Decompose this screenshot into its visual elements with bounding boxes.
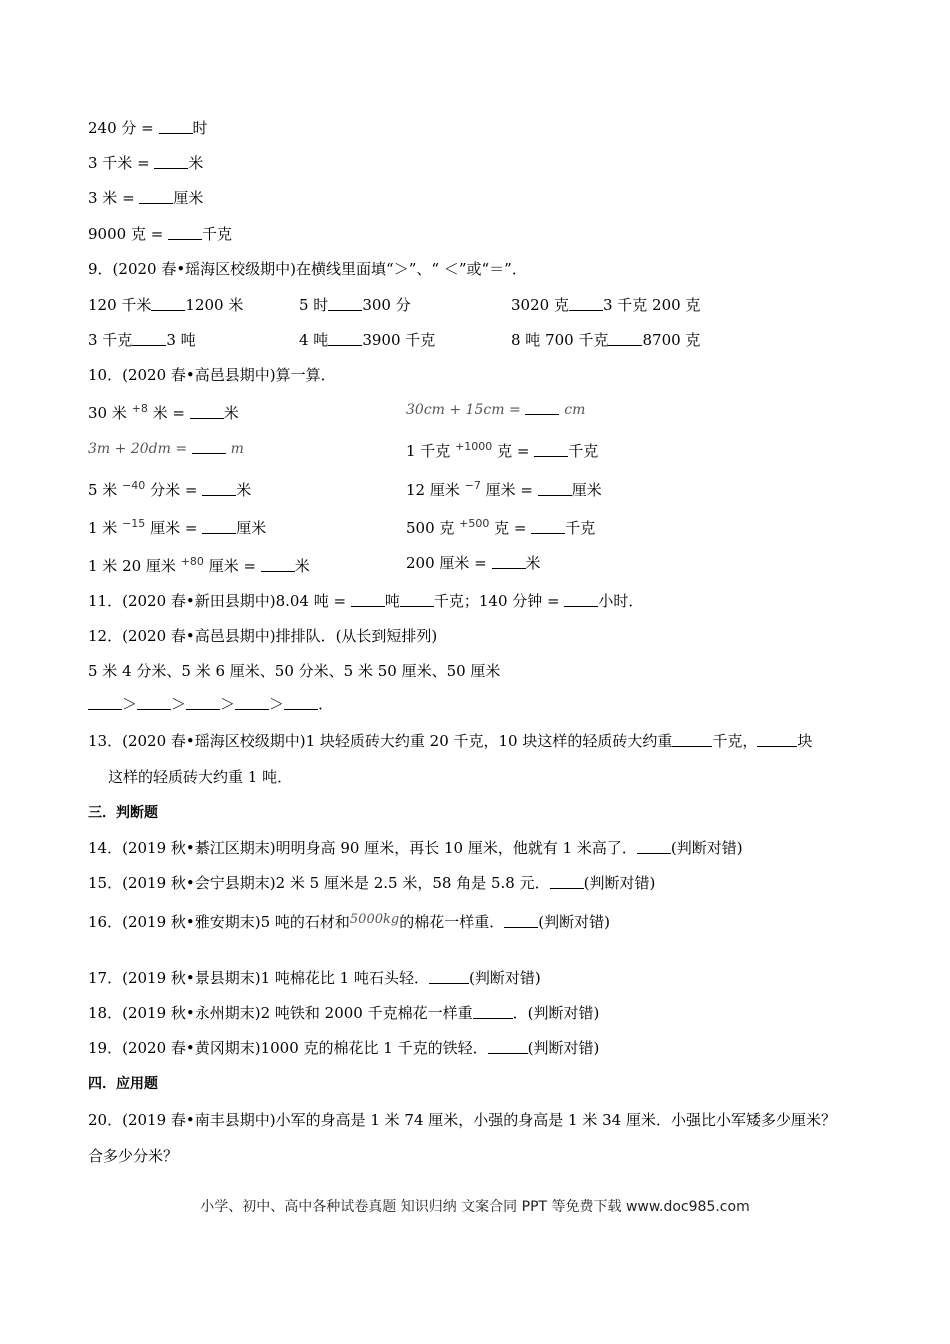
answer-blank[interactable] <box>351 592 385 607</box>
answer-blank[interactable] <box>637 839 671 854</box>
q13-line2: 这样的轻质砖大约重 1 吨． <box>108 768 293 786</box>
answer-blank[interactable] <box>564 592 598 607</box>
answer-blank[interactable] <box>261 557 295 572</box>
answer-blank[interactable] <box>132 331 166 346</box>
q9-r2c1: 3 千克 3 吨 <box>88 331 196 349</box>
answer-blank[interactable] <box>672 732 712 747</box>
q9-r1c3: 3020 克 3 千克 200 克 <box>511 296 701 314</box>
q10-r5: 200 厘米 = 米 <box>406 554 541 572</box>
q9-r2c2: 4 吨 3900 千克 <box>299 331 436 349</box>
answer-blank[interactable] <box>88 695 122 710</box>
answer-blank[interactable] <box>531 519 565 534</box>
q10-r1: 30cm + 15cm = cm <box>406 402 586 418</box>
q10-l4: 1 米 $^{-15}$ 厘米 = 厘米 <box>88 517 267 537</box>
answer-blank[interactable] <box>538 481 572 496</box>
answer-blank[interactable] <box>525 400 559 415</box>
answer-blank[interactable] <box>235 695 269 710</box>
q9-r1c1: 120 千米 1200 米 <box>88 296 244 314</box>
q10-l5: 1 米 20 厘米 $^{+80}$ 厘米 = 米 <box>88 555 310 575</box>
q12-title: 12．(2020 春•高邑县期中)排排队．(从长到短排列) <box>88 627 438 645</box>
page-footer: 小学、初中、高中各种试卷真题 知识归纳 文案合同 PPT 等免费下载 www.doc985.com <box>200 1199 750 1215</box>
conv-a: 240 分 = 时 <box>88 119 208 137</box>
q10-r3: 12 厘米 $^{-7}$ 厘米 = 厘米 <box>406 479 602 499</box>
q20-line2: 合多少分米？ <box>88 1147 179 1165</box>
q9-title: 9．(2020 春•瑶海区校级期中)在横线里面填“＞”、“ ＜”或“＝”． <box>88 260 527 278</box>
answer-blank[interactable] <box>608 331 642 346</box>
q10-l3: 5 米 $^{-40}$ 分米 = 米 <box>88 479 252 499</box>
answer-blank[interactable] <box>328 331 362 346</box>
conv-b: 3 千米 = 米 <box>88 154 204 172</box>
answer-blank[interactable] <box>473 1004 513 1019</box>
answer-blank[interactable] <box>569 296 603 311</box>
section-application-title: 四．应用题 <box>88 1076 158 1092</box>
answer-blank[interactable] <box>429 969 469 984</box>
q11: 11．(2020 春•新田县期中)8.04 吨 = 吨 千克；140 分钟 = 小时． <box>88 592 644 610</box>
q16: 16．(2019 秋•雅安期末)5 吨的石材和5000kg的棉花一样重． (判断对错) <box>88 912 610 931</box>
answer-blank[interactable] <box>757 732 797 747</box>
answer-blank[interactable] <box>504 913 538 928</box>
answer-blank[interactable] <box>492 554 526 569</box>
answer-blank[interactable] <box>186 695 220 710</box>
answer-blank[interactable] <box>159 119 193 134</box>
q20-line1: 20．(2019 春•南丰县期中)小军的身高是 1 米 74 厘米，小强的身高是 1 米 34 厘米．小强比小军矮多少厘米？ <box>88 1111 836 1129</box>
answer-blank[interactable] <box>202 519 236 534</box>
answer-blank[interactable] <box>284 695 318 710</box>
answer-blank[interactable] <box>139 189 173 204</box>
q18: 18．(2019 秋•永州期末)2 吨铁和 2000 千克棉花一样重 ．(判断对错) <box>88 1004 600 1022</box>
q19: 19．(2020 春•黄冈期末)1000 克的棉花比 1 千克的铁轻． (判断对错) <box>88 1039 600 1057</box>
answer-blank[interactable] <box>534 442 568 457</box>
q17: 17．(2019 秋•景县期末)1 吨棉花比 1 吨石头轻． (判断对错) <box>88 969 541 987</box>
q10-l1: 30 米 $^{+8}$ 米 = 米 <box>88 402 239 422</box>
conv-c: 3 米 = 厘米 <box>88 189 204 207</box>
q9-r1c2: 5 时 300 分 <box>299 296 411 314</box>
q10-r4: 500 克 $^{+500}$ 克 = 千克 <box>406 517 596 537</box>
answer-blank[interactable] <box>154 154 188 169</box>
conv-d: 9000 克 = 千克 <box>88 225 233 243</box>
q13-line1: 13．(2020 春•瑶海区校级期中)1 块轻质砖大约重 20 千克，10 块这样的轻质砖大约重 千克， 块 <box>88 732 813 750</box>
answer-blank[interactable] <box>550 874 584 889</box>
q10-r2: 1 千克 $^{+1000}$ 克 = 千克 <box>406 440 599 460</box>
q14: 14．(2019 秋•綦江区期末)明明身高 90 厘米，再长 10 厘米，他就有 1 米高了． (判断对错) <box>88 839 743 857</box>
answer-blank[interactable] <box>151 296 185 311</box>
q10-title: 10．(2020 春•高邑县期中)算一算． <box>88 366 336 384</box>
answer-blank[interactable] <box>202 481 236 496</box>
answer-blank[interactable] <box>137 695 171 710</box>
answer-blank[interactable] <box>400 592 434 607</box>
answer-blank[interactable] <box>168 225 202 240</box>
q12-items: 5 米 4 分米、5 米 6 厘米、50 分米、5 米 50 厘米、50 厘米 <box>88 662 501 680</box>
answer-blank[interactable] <box>190 404 224 419</box>
answer-blank[interactable] <box>488 1039 528 1054</box>
answer-blank[interactable] <box>328 296 362 311</box>
q9-r2c3: 8 吨 700 千克 8700 克 <box>511 331 701 349</box>
q15: 15．(2019 秋•会宁县期末)2 米 5 厘米是 2.5 米，58 角是 5.8 元． (判断对错) <box>88 874 656 892</box>
answer-blank[interactable] <box>192 439 226 454</box>
q12-answer: ＞ ＞ ＞ ＞ ． <box>88 694 333 714</box>
section-judgment-title: 三．判断题 <box>88 805 158 821</box>
q10-l2: 3m + 20dm = m <box>88 441 244 457</box>
